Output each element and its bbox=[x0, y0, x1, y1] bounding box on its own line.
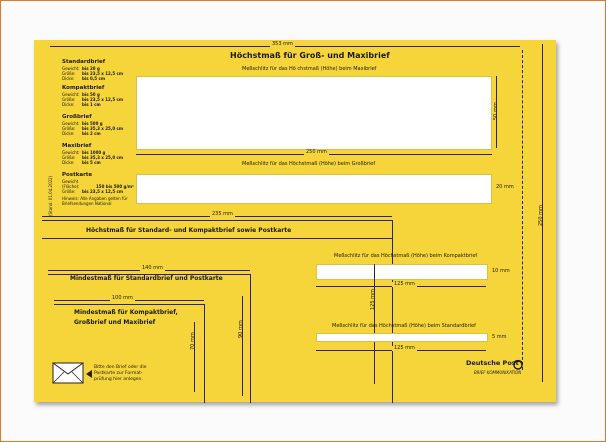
spec-key: Gewicht: bbox=[62, 121, 80, 126]
envelope-icon bbox=[52, 362, 84, 384]
spec-val: bis 23,5 x 12,5 cm bbox=[82, 97, 124, 102]
spec-key: Größe: bbox=[62, 97, 76, 102]
spec-postkarte bbox=[62, 173, 134, 194]
spec-key: Größe: bbox=[62, 189, 76, 194]
spec-key: Gewicht: bbox=[62, 150, 80, 155]
min2-title-2: Großbrief und Maxibrief bbox=[74, 319, 156, 326]
slot4-height-label: 5 mm bbox=[492, 334, 507, 340]
spec-key: Gewicht: bbox=[62, 92, 80, 97]
spec-title: Maxibrief bbox=[62, 143, 92, 149]
measuring-card bbox=[34, 40, 556, 402]
slot1-caption: Meßschlitz für das Hö chstmaß (Höhe) beim Maxibrief bbox=[242, 66, 377, 72]
width-125b-label: 125 mm bbox=[394, 345, 415, 351]
height-90-line bbox=[242, 296, 243, 396]
gross-measure-slot bbox=[136, 174, 492, 204]
maxi-measure-slot bbox=[136, 76, 492, 150]
spec-title: Standardbrief bbox=[62, 59, 106, 65]
standard-measure-slot bbox=[316, 333, 488, 342]
brand-sub: BRIEF KOMMUNIKATION bbox=[474, 370, 522, 375]
card-inner-edge bbox=[522, 50, 523, 370]
spec-val: bis 23,5 x 12,5 cm bbox=[82, 71, 124, 76]
width-label: 353 mm bbox=[272, 41, 293, 47]
spec-grossbrief bbox=[62, 115, 123, 136]
spec-val: bis 1 cm bbox=[82, 102, 101, 107]
hint-note: Hinweis: Alle Angaben gelten für Briefsendungen National bbox=[62, 196, 128, 206]
spec-kompaktbrief bbox=[62, 86, 123, 107]
spec-val: bis 2 cm bbox=[82, 131, 101, 136]
spec-maxibrief bbox=[62, 144, 123, 165]
min-title: Mindestmaß für Standardbrief und Postkarte bbox=[70, 275, 223, 282]
spec-title: Kompaktbrief bbox=[62, 85, 105, 91]
spec-key: Größe: bbox=[62, 126, 76, 131]
height-70-label: 70 mm bbox=[190, 332, 196, 350]
spec-title: Postkarte bbox=[62, 172, 93, 178]
spec-standardbrief bbox=[62, 60, 123, 81]
spec-val: bis 23,5 x 12,5 cm bbox=[82, 189, 124, 194]
width-125a-label: 125 mm bbox=[394, 281, 415, 287]
spec-val: bis 50 g bbox=[82, 92, 100, 97]
width-140-label: 140 mm bbox=[142, 265, 163, 271]
spec-title: Großbrief bbox=[62, 114, 92, 120]
kompakt-measure-slot bbox=[316, 264, 488, 280]
spec-key: Größe: bbox=[62, 71, 76, 76]
slot1-height-label: 50 mm bbox=[493, 102, 499, 120]
spec-key: Dicke: bbox=[62, 76, 75, 81]
envelope-note-2: Postkarte zur Format- bbox=[94, 371, 143, 376]
height-90-label: 90 mm bbox=[238, 320, 244, 338]
slot2-height-label: 20 mm bbox=[496, 184, 514, 190]
spec-key: Gewicht (Fläche): bbox=[62, 179, 80, 189]
width-235-label: 235 mm bbox=[212, 211, 233, 217]
standard-divider bbox=[42, 238, 392, 239]
envelope-note-3: prüfung hier anlegen. bbox=[94, 377, 143, 382]
posthorn-icon bbox=[512, 356, 524, 368]
spec-val: bis 20 g bbox=[82, 66, 100, 71]
slot4-caption: Meßschlitz für das Höchstmaß (Höhe) beim Standardbrief bbox=[332, 323, 476, 329]
spec-val: bis 0,5 cm bbox=[82, 76, 106, 81]
min2-title-1: Mindestmaß für Kompaktbrief, bbox=[74, 309, 178, 316]
spec-key: Größe: bbox=[62, 155, 76, 160]
spec-val: bis 1000 g bbox=[82, 150, 106, 155]
standard-title: Höchstmaß für Standard- und Kompaktbrief sowie Postkarte bbox=[86, 227, 292, 234]
width-100-label: 100 mm bbox=[112, 295, 133, 301]
height-125-label: 125 mm bbox=[370, 289, 376, 310]
envelope-note-1: Bitte den Brief oder die bbox=[94, 365, 147, 370]
spec-key: Dicke: bbox=[62, 160, 75, 165]
slot2-caption: Meßschlitz für das Höchstmaß (Höhe) beim Großbrief bbox=[242, 161, 376, 167]
spec-val: bis 35,3 x 25,0 cm bbox=[82, 126, 124, 131]
height-label: 250 mm bbox=[538, 205, 544, 226]
slot3-caption: Meßschlitz für das Höchstmaß (Höhe) beim Kompaktbrief bbox=[334, 253, 478, 259]
spec-val: 150 bis 500 g/m² bbox=[96, 184, 134, 189]
maxi-title: Höchstmaß für Groß- und Maxibrief bbox=[230, 51, 390, 60]
spec-key: Gewicht: bbox=[62, 66, 80, 71]
slot3-height-label: 10 mm bbox=[492, 268, 510, 274]
spec-key: Dicke: bbox=[62, 131, 75, 136]
slot1-width-label: 250 mm bbox=[306, 149, 327, 155]
spec-key: Dicke: bbox=[62, 102, 75, 107]
side-note: (Stand: 01.04.2022) bbox=[48, 175, 53, 216]
arrow-icon bbox=[86, 370, 92, 378]
brand-name: Deutsche Post bbox=[466, 359, 519, 367]
spec-val: bis 5 cm bbox=[82, 160, 101, 165]
spec-val: bis 35,3 x 25,0 cm bbox=[82, 155, 124, 160]
spec-val: bis 500 g bbox=[82, 121, 103, 126]
